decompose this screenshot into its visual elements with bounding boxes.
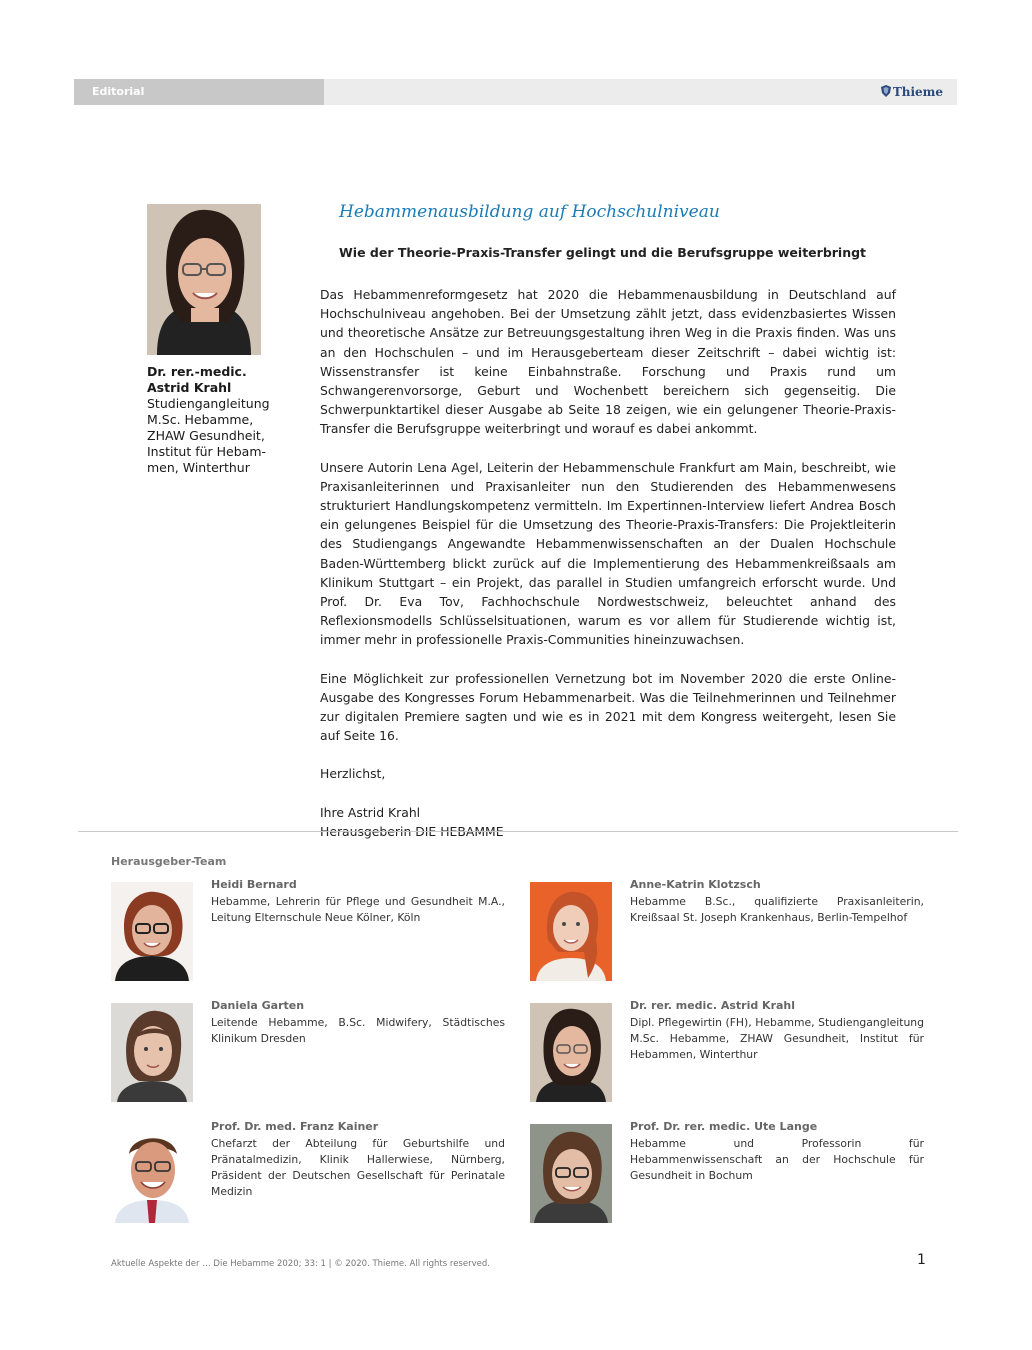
member-photo xyxy=(111,882,193,981)
member-photo xyxy=(530,1003,612,1102)
author-desc-line: ZHAW Gesundheit, xyxy=(147,428,265,443)
author-info xyxy=(147,364,277,476)
member-name: Heidi Bernard xyxy=(211,878,297,891)
member-desc: Leitende Hebamme, B.Sc. Midwifery, Städtisches Klinikum Dresden xyxy=(211,1016,505,1045)
team-member xyxy=(530,1120,930,1224)
member-photo xyxy=(530,882,612,981)
member-desc: Dipl. Pflegewirtin (FH), Hebamme, Studiengangleitung M.Sc. Hebamme, ZHAW Gesundheit, Institut für Hebammen, Winterthur xyxy=(630,1016,924,1061)
team-member xyxy=(530,999,930,1103)
member-photo xyxy=(530,1124,612,1223)
editorial-title: Hebammenausbildung auf Hochschulniveau xyxy=(339,202,720,222)
editorial-body xyxy=(320,285,896,860)
member-photo xyxy=(111,1124,193,1223)
page-number: 1 xyxy=(917,1252,926,1268)
editorial-paragraph: Das Hebammenreformgesetz hat 2020 die Hebammenausbildung in Deutschland auf Hochschulniveau angehoben. Bei der Umsetzung zählt jetzt, dass evidenzbasiertes Wissen und theoretische Ansätze zur Betreuungsgestaltung ihren Weg in die Praxis finden. Was uns an den Hochschulen – und im Herausgeberteam dieser Zeitschrift – dabei wichtig ist: Wissenstransfer ist keine Einbahnstraße. Forschung und Praxis rund um Schwangerenvorsorge, Geburt und Wochenbett bereichern sich gegenseitig. Die Schwerpunktartikel dieser Ausgabe ab Seite 18 zeigen, wie ein gelungener Theorie-Praxis-Transfer die Berufsgruppe weiterbringt und worauf es dabei ankommt. xyxy=(320,287,896,437)
publisher-logo xyxy=(881,79,943,105)
editorial-paragraph: Unsere Autorin Lena Agel, Leiterin der Hebammenschule Frankfurt am Main, beschreibt, wie Praxisanleiterinnen und Praxisanleiter nun den Studierenden des Hebammenwesens strukturiert Handlungskompetenz vermitteln. Im Expertinnen-Interview liefert Andrea Bosch ein gelungenes Beispiel für die Umsetzung des Theorie-Praxis-Transfers: Die Projektleiterin des Studiengangs Angewandte Hebammenwissenschaften an der Dualen Hochschule Baden-Württemberg blickt zurück auf die Implementierung des Hebammenkreißsaals am Klinikum Stuttgart – ein Projekt, das parallel in Studien umfangreich erforscht wurde. Und Prof. Dr. Eva Tov, Fachhochschule Nordwestschweiz, beleuchtet anhand des Reflexionsmodells Schlüsselsituationen, warum es vor allem für Studierende wichtig ist, immer mehr in professionelle Praxis-Communities hineinzuwachsen. xyxy=(320,459,896,648)
author-portrait xyxy=(147,204,261,355)
editorial-subtitle: Wie der Theorie-Praxis-Transfer gelingt und die Berufsgruppe weiterbringt xyxy=(339,245,867,260)
team-heading: Herausgeber-Team xyxy=(111,855,227,868)
member-name: Anne-Katrin Klotzsch xyxy=(630,878,761,891)
publisher-name: Thieme xyxy=(892,85,943,99)
team-member xyxy=(111,1120,511,1224)
header-bar xyxy=(74,79,957,105)
author-title: Dr. rer.-medic. xyxy=(147,364,247,379)
thieme-crest-icon xyxy=(881,85,891,97)
member-name: Dr. rer. medic. Astrid Krahl xyxy=(630,999,796,1012)
editorial-paragraph: Eine Möglichkeit zur professionellen Vernetzung bot im November 2020 die erste Online-Ausgabe des Kongresses Forum Hebammenarbeit. Was die Teilnehmerinnen und Teilnehmer zur digitalen Premiere sagten und wie es in 2021 mit dem Kongress weitergeht, lesen Sie auf Seite 16. xyxy=(320,670,896,744)
member-name: Prof. Dr. rer. medic. Ute Lange xyxy=(630,1120,818,1133)
member-desc: Hebamme und Professorin für Hebammenwissenschaft an der Hochschule für Gesundheit in Bochum xyxy=(630,1137,924,1182)
team-member xyxy=(111,999,511,1103)
member-name: Daniela Garten xyxy=(211,999,305,1012)
member-photo xyxy=(111,1003,193,1102)
member-name: Prof. Dr. med. Franz Kainer xyxy=(211,1120,379,1133)
author-desc-line: M.Sc. Hebamme, xyxy=(147,412,254,427)
section-divider xyxy=(78,831,958,832)
member-desc: Hebamme B.Sc., qualifizierte Praxisanleiterin, Kreißsaal St. Joseph Krankenhaus, Berlin-Tempelhof xyxy=(630,895,924,924)
signature-name: Ihre Astrid Krahl xyxy=(320,804,421,820)
member-desc: Chefarzt der Abteilung für Geburtshilfe und Pränatalmedizin, Klinik Hallerwiese, Nürnberg, Präsident der Deutschen Gesellschaft für Perinatale Medizin xyxy=(211,1137,505,1198)
team-member xyxy=(111,878,511,982)
editorial-signature xyxy=(320,803,896,841)
member-desc: Hebamme, Lehrerin für Pflege und Gesundheit M.A., Leitung Elternschule Neue Kölner, Köln xyxy=(211,895,505,924)
signature-role: Herausgeberin DIE HEBAMME xyxy=(320,823,504,839)
team-member xyxy=(530,878,930,982)
footer-citation: Aktuelle Aspekte der … Die Hebamme 2020; 33: 1 | © 2020. Thieme. All rights reserved. xyxy=(111,1259,490,1269)
editorial-closing: Herzlichst, xyxy=(320,766,386,782)
author-desc-line: men, Winterthur xyxy=(147,460,250,475)
author-desc-line: Studiengangleitung xyxy=(147,396,270,411)
author-desc-line: Institut für Hebam- xyxy=(147,444,267,459)
section-label: Editorial xyxy=(74,79,324,105)
author-name: Astrid Krahl xyxy=(147,380,232,395)
